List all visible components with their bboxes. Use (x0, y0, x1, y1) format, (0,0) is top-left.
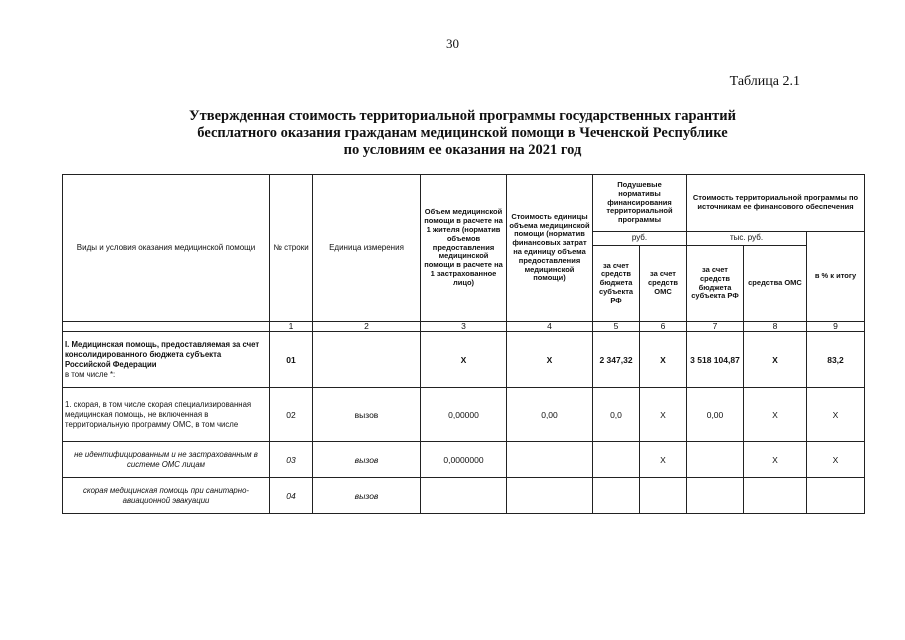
header-unit: Единица измерения (313, 175, 421, 322)
row-description-note: в том числе *: (65, 369, 116, 379)
header-cost-budget: за счет средств бюджета субъекта РФ (687, 246, 744, 322)
row-pc-budget (593, 478, 640, 514)
column-number: 5 (593, 322, 640, 332)
column-number: 6 (640, 322, 687, 332)
row-pc-oms (640, 478, 687, 514)
column-number: 1 (270, 322, 313, 332)
title-line: бесплатного оказания гражданам медицинской помощи в Чеченской Республике (197, 125, 728, 141)
row-unit (313, 332, 421, 388)
row-unit: вызов (313, 442, 421, 478)
column-numbers-row (63, 322, 865, 332)
row-number: 02 (270, 388, 313, 442)
header-per-capita: Подушевые нормативы финансирования территориальной программы (593, 175, 687, 232)
row-pc-budget: 0,0 (593, 388, 640, 442)
row-unit-cost: 0,00 (507, 388, 593, 442)
row-description (63, 332, 270, 388)
table-row (63, 478, 865, 514)
header-pc-oms: за счет средств ОМС (640, 246, 687, 322)
row-volume: 0,0000000 (421, 442, 507, 478)
row-number: 03 (270, 442, 313, 478)
row-percent: 83,2 (807, 332, 865, 388)
row-pc-oms: X (640, 442, 687, 478)
row-unit-cost: X (507, 332, 593, 388)
row-volume: 0,00000 (421, 388, 507, 442)
table-row (63, 332, 865, 388)
row-cost-budget (687, 442, 744, 478)
row-cost-oms: X (744, 332, 807, 388)
document-title (60, 108, 865, 159)
row-percent (807, 478, 865, 514)
row-unit-cost (507, 478, 593, 514)
row-pc-budget: 2 347,32 (593, 332, 640, 388)
column-number: 7 (687, 322, 744, 332)
row-cost-budget (687, 478, 744, 514)
header-rub: руб. (593, 232, 687, 246)
header-kinds: Виды и условия оказания медицинской помощи (63, 175, 270, 322)
row-number: 04 (270, 478, 313, 514)
row-pc-oms: X (640, 332, 687, 388)
column-number: 4 (507, 322, 593, 332)
row-percent: X (807, 442, 865, 478)
row-pc-oms: X (640, 388, 687, 442)
row-volume (421, 478, 507, 514)
cost-table (62, 174, 865, 514)
column-number: 8 (744, 322, 807, 332)
header-percent: в % к итогу (807, 232, 865, 322)
column-number: 2 (313, 322, 421, 332)
row-number: 01 (270, 332, 313, 388)
header-pc-budget: за счет средств бюджета субъекта РФ (593, 246, 640, 322)
row-percent: X (807, 388, 865, 442)
row-description-main: I. Медицинская помощь, предоставляемая за счет консолидированного бюджета субъекта Российской Федерации (65, 339, 260, 369)
row-cost-oms: X (744, 388, 807, 442)
row-unit: вызов (313, 388, 421, 442)
header-unit-cost: Стоимость единицы объема медицинской помощи (норматив финансовых затрат на единицу объема предоставления медицинской помощи) (507, 175, 593, 322)
row-cost-oms: X (744, 442, 807, 478)
row-unit-cost (507, 442, 593, 478)
row-cost-budget: 3 518 104,87 (687, 332, 744, 388)
row-volume: X (421, 332, 507, 388)
table-row (63, 442, 865, 478)
title-line: Утвержденная стоимость территориальной программы государственных гарантий (188, 108, 736, 124)
header-cost-oms: средства ОМС (744, 246, 807, 322)
row-cost-oms (744, 478, 807, 514)
row-description: не идентифицированным и не застрахованным в системе ОМС лицам (63, 442, 270, 478)
row-description: 1. скорая, в том числе скорая специализированная медицинская помощь, не включенная в территориальную программу ОМС, в том числе (63, 388, 270, 442)
column-number: 9 (807, 322, 865, 332)
column-number: 3 (421, 322, 507, 332)
page-number: 30 (446, 36, 459, 51)
header-volume: Объем медицинской помощи в расчете на 1 жителя (норматив объемов предоставления медицинской помощи в расчете на 1 застрахованное лицо) (421, 175, 507, 322)
row-pc-budget (593, 442, 640, 478)
table-row (63, 388, 865, 442)
title-line: по условиям ее оказания на 2021 год (343, 142, 582, 158)
header-cost-by-source: Стоимость территориальной программы по источникам ее финансового обеспечения (687, 175, 865, 232)
row-cost-budget: 0,00 (687, 388, 744, 442)
header-thous-rub: тыс. руб. (687, 232, 807, 246)
row-unit: вызов (313, 478, 421, 514)
table-label: Таблица 2.1 (729, 74, 800, 89)
header-row-no: № строки (270, 175, 313, 322)
row-description: скорая медицинская помощь при санитарно-авиационной эвакуации (63, 478, 270, 514)
